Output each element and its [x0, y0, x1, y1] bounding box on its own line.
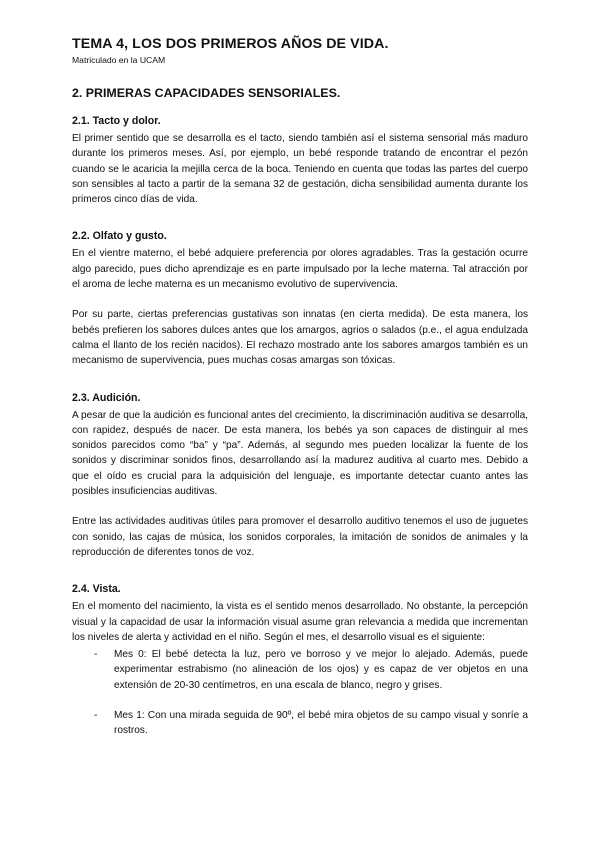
- section-title: 2. PRIMERAS CAPACIDADES SENSORIALES.: [72, 86, 341, 100]
- list-item: [94, 647, 528, 693]
- vision-development-list: [72, 647, 528, 738]
- subsection-title-hearing: 2.3. Audición.: [72, 391, 141, 404]
- subsection-touch: [72, 115, 528, 207]
- paragraph-vision-1: En el momento del nacimiento, la vista es el sentido menos desarrollado. No obstante, la percepción visual y la capacidad de usar la información visual asume gran relevancia a medida que incrementan los niveles de alerta y actividad en el niño. Según el mes, el desarrollo visual es el siguiente:: [72, 601, 528, 643]
- subsection-smell-taste: [72, 230, 528, 368]
- list-item-text: Mes 0: El bebé detecta la luz, pero ve borroso y ve mejor lo alejado. Además, puede experimentar estrabismo (no alineación de los ojos) y es capaz de ver objetos en una extensión de 20-30 centímetros, en una escala de blanco, negro y grises.: [114, 649, 528, 691]
- document-title: TEMA 4, LOS DOS PRIMEROS AÑOS DE VIDA.: [72, 36, 389, 52]
- paragraph-touch-1: El primer sentido que se desarrolla es el tacto, siendo también así el sistema sensorial más maduro durante los primeros meses. Así, por ejemplo, un bebé responde tratando de encontrar el pezón cuando se le acaricia la mejilla cerca de la boca. Teniendo en cuenta que todas las partes del cuerpo son sensibles al tacto a partir de la semana 32 de gestación, dicha sensibilidad aumenta durante los primeros cinco días de vida.: [72, 133, 528, 206]
- paragraph-hearing-1: A pesar de que la audición es funcional antes del crecimiento, la discriminación auditiva se desarrolla, con rapidez, después de nacer. De esta manera, los bebés ya son capaces de distinguir al mes sonidos parecidos como “ba” y “pa”. Además, al segundo mes pueden localizar la fuente de los sonidos y discriminar sonidos finos, desarrollando así la madurez auditiva al cuarto mes. Debido a que el oído es crucial para la adquisición del lenguaje, es importante detectar cuanto antes las posibles insuficiencias auditivas.: [72, 409, 528, 498]
- subsection-title-smell-taste: 2.2. Olfato y gusto.: [72, 230, 167, 243]
- list-item: [94, 708, 528, 739]
- subsection-vision: [72, 583, 528, 738]
- paragraph-smell-taste-2: Por su parte, ciertas preferencias gustativas son innatas (en cierta medida). De esta manera, los bebés prefieren los sabores dulces antes que los amargos, agrios o salados (p.e., el agua endulzada calma el llanto de los recién nacidos). El rechazo mostrado ante los sabores amargos también es un mecanismo de supervivencia, pues muchas cosas amargas son tóxicas.: [72, 309, 528, 367]
- list-item-text: Mes 1: Con una mirada seguida de 90º, el bebé mira objetos de su campo visual y sonríe a rostros.: [114, 710, 528, 737]
- paragraph-smell-taste-1: En el vientre materno, el bebé adquiere preferencia por olores agradables. Tras la gestación ocurre algo parecido, pues dicho aprendizaje es en parte impulsado por la leche materna. Tal atracción por el aroma de leche materna es un mecanismo evolutivo de supervivencia.: [72, 248, 528, 291]
- bullet-dash: -: [94, 710, 98, 722]
- paragraph-hearing-2: Entre las actividades auditivas útiles para promover el desarrollo auditivo tenemos el uso de juguetes con sonido, las cajas de música, los sonidos corporales, la imitación de sonidos de animales y la reproducción de diferentes tonos de voz.: [72, 516, 528, 558]
- bullet-dash: -: [94, 649, 98, 661]
- subsection-title-vision: 2.4. Vista.: [72, 583, 121, 596]
- document-subtitle: Matriculado en la UCAM: [72, 55, 166, 65]
- subsection-title-touch: 2.1. Tacto y dolor.: [72, 115, 161, 127]
- subsection-hearing: [72, 392, 528, 561]
